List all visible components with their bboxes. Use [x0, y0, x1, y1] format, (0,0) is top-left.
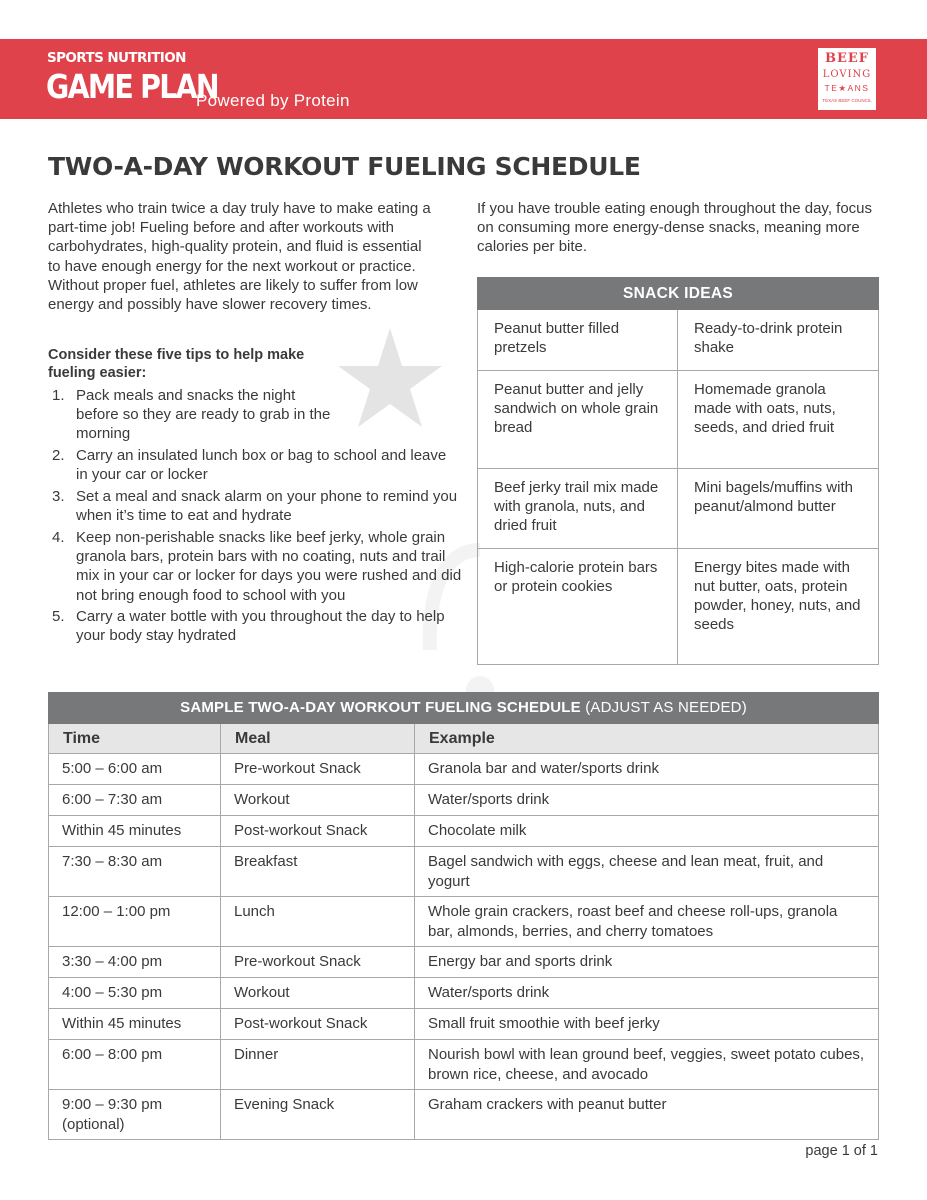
tip-text: Pack meals and snacks the night before so they are ready to grab in the morning	[76, 387, 331, 443]
snack-table-title: SNACK IDEAS	[478, 278, 879, 310]
table-cell: Energy bites made with nut butter, oats, protein powder, honey, nuts, and seeds	[678, 549, 879, 665]
tip-text: Carry an insulated lunch box or bag to school and leave in your car or locker	[76, 447, 447, 484]
tip-number: 5.	[52, 608, 65, 626]
tip-text: Carry a water bottle with you throughout the day to help your body stay hydrated	[76, 608, 445, 645]
header-banner	[0, 39, 927, 119]
table-cell: 12:00 – 1:00 pm	[49, 897, 221, 947]
table-cell: Post-workout Snack	[221, 816, 415, 847]
logo-line3: TE★ANS	[824, 83, 870, 93]
table-cell: 5:00 – 6:00 am	[49, 754, 221, 785]
tip-text: Set a meal and snack alarm on your phone to remind you when it’s time to eat and hydrate	[76, 488, 458, 525]
tip-text: Keep non-perishable snacks like beef jerky, whole grain granola bars, protein bars with no coating, nuts and trail mix in your car or locker for days you were rushed and did not bring enough food to school with you	[76, 528, 462, 604]
table-row	[478, 371, 879, 469]
table-row	[49, 816, 879, 847]
logo-line2: LOVING	[822, 69, 872, 80]
intro-paragraph: Athletes who train twice a day truly have to make eating a part-time job! Fueling before and after workouts with carbohydrates, high-quality protein, and fluid is essential to have enough energy for the next workout or practice. Without proper fuel, athletes are likely to suffer from low energy and possibly have slower recovery times.	[48, 200, 431, 314]
column-header-time: Time	[49, 724, 221, 754]
table-cell: Peanut butter filled pretzels	[478, 310, 678, 371]
table-row	[49, 947, 879, 978]
tip-number: 4.	[52, 528, 65, 546]
table-cell: Within 45 minutes	[49, 816, 221, 847]
beef-loving-texans-logo	[818, 48, 876, 110]
table-cell: Workout	[221, 785, 415, 816]
table-cell: Chocolate milk	[415, 816, 879, 847]
table-cell: Homemade granola made with oats, nuts, seeds, and dried fruit	[678, 371, 879, 469]
table-cell: Small fruit smoothie with beef jerky	[415, 1009, 879, 1040]
tips-list	[52, 386, 462, 648]
logo-line1: BEEF	[824, 51, 870, 66]
table-cell: Within 45 minutes	[49, 1009, 221, 1040]
table-cell: Bagel sandwich with eggs, cheese and lean meat, fruit, and yogurt	[415, 847, 879, 897]
table-cell: High-calorie protein bars or protein cookies	[478, 549, 678, 665]
time-text: 9:00 – 9:30 pm (optional)	[62, 1096, 163, 1133]
list-item	[52, 528, 462, 605]
energy-dense-paragraph: If you have trouble eating enough throughout the day, focus on consuming more energy-dense snacks, meaning more calories per bite.	[477, 200, 873, 256]
schedule-title-note: (ADJUST AS NEEDED)	[585, 699, 747, 717]
table-cell: 6:00 – 7:30 am	[49, 785, 221, 816]
table-row	[49, 785, 879, 816]
table-cell: 3:30 – 4:00 pm	[49, 947, 221, 978]
tips-heading: Consider these five tips to help make fueling easier:	[48, 347, 305, 381]
table-cell: Pre-workout Snack	[221, 947, 415, 978]
table-cell: Workout	[221, 978, 415, 1009]
table-cell: 6:00 – 8:00 pm	[49, 1040, 221, 1090]
schedule-title	[49, 693, 879, 724]
table-row	[49, 1090, 879, 1140]
page-number: page 1 of 1	[805, 1143, 878, 1159]
list-item	[52, 446, 462, 484]
page-title: TWO-A-DAY WORKOUT FUELING SCHEDULE	[48, 152, 641, 181]
table-cell: Dinner	[221, 1040, 415, 1090]
list-item	[52, 487, 462, 525]
table-row	[478, 469, 879, 549]
table-cell: Graham crackers with peanut butter	[415, 1090, 879, 1140]
table-cell: Evening Snack	[221, 1090, 415, 1140]
table-cell: Peanut butter and jelly sandwich on whole grain bread	[478, 371, 678, 469]
table-cell: Energy bar and sports drink	[415, 947, 879, 978]
column-header-meal: Meal	[221, 724, 415, 754]
tip-number: 3.	[52, 488, 65, 506]
list-item	[52, 607, 462, 645]
table-cell: Post-workout Snack	[221, 1009, 415, 1040]
tip-number: 1.	[52, 387, 65, 404]
fueling-schedule-table	[48, 692, 879, 1140]
table-row	[49, 1009, 879, 1040]
table-row	[49, 978, 879, 1009]
column-header-example: Example	[415, 724, 879, 754]
logo-line4: TEXAS BEEF COUNCIL	[822, 98, 872, 103]
table-row	[49, 754, 879, 785]
table-cell: 4:00 – 5:30 pm	[49, 978, 221, 1009]
tagline: Powered by Protein	[196, 91, 350, 110]
brand-top: SPORTS NUTRITION	[47, 50, 186, 66]
table-cell: Pre-workout Snack	[221, 754, 415, 785]
table-cell: Breakfast	[221, 847, 415, 897]
table-row	[478, 549, 879, 665]
table-row	[49, 1040, 879, 1090]
table-row	[49, 897, 879, 947]
table-row	[49, 847, 879, 897]
snack-ideas-table	[477, 277, 879, 665]
table-row	[478, 310, 879, 371]
table-cell: Water/sports drink	[415, 978, 879, 1009]
tip-number: 2.	[52, 447, 65, 465]
table-cell: Whole grain crackers, roast beef and cheese roll-ups, granola bar, almonds, berries, and cherry tomatoes	[415, 897, 879, 947]
table-cell: Nourish bowl with lean ground beef, veggies, sweet potato cubes, brown rice, cheese, and avocado	[415, 1040, 879, 1090]
table-cell: 7:30 – 8:30 am	[49, 847, 221, 897]
schedule-title-text: SAMPLE TWO-A-DAY WORKOUT FUELING SCHEDULE	[180, 699, 581, 717]
list-item	[52, 386, 462, 444]
table-cell: Mini bagels/muffins with peanut/almond butter	[678, 469, 879, 549]
table-cell	[49, 1090, 221, 1140]
table-cell: Water/sports drink	[415, 785, 879, 816]
table-cell: Ready-to-drink protein shake	[678, 310, 879, 371]
brand-main: GAME PLAN	[46, 67, 218, 106]
table-cell: Lunch	[221, 897, 415, 947]
table-cell: Beef jerky trail mix made with granola, nuts, and dried fruit	[478, 469, 678, 549]
table-cell: Granola bar and water/sports drink	[415, 754, 879, 785]
